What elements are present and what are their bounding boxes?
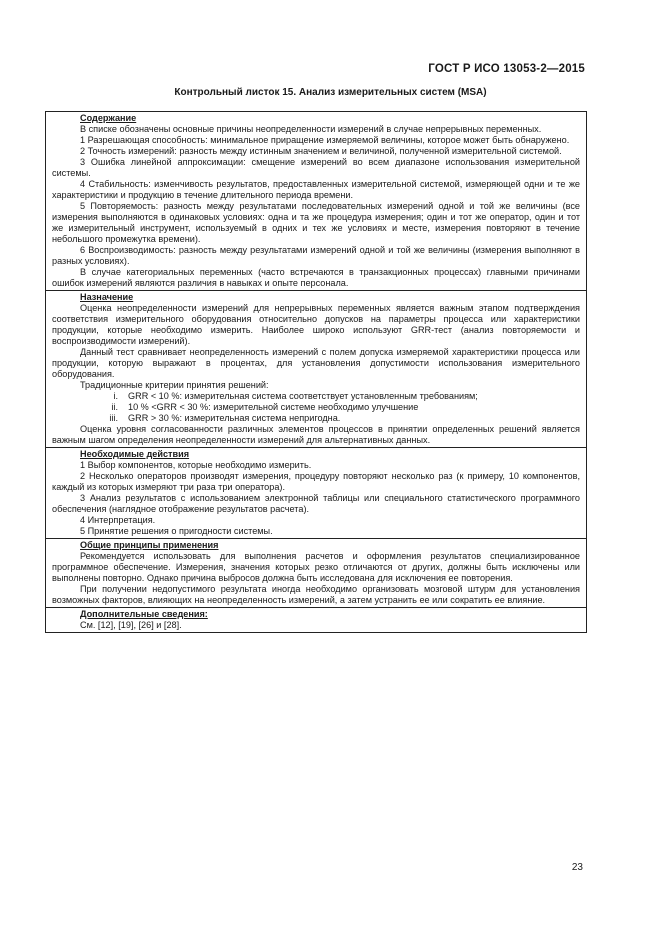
list-item-text: 10 % <GRR < 30 %: измерительной системе необходимо улучшение xyxy=(128,402,419,412)
document-code: ГОСТ Р ИСО 13053-2—2015 xyxy=(428,63,585,75)
paragraph: Оценка неопределенности измерений для непрерывных переменных является важным этапом подтверждения соответствия измерительного оборудования относительно допусков на параметры процесса или характеристики продукции, которые необходимо измерить. Наиболее широко используют GRR-тест (анализ повторяемости и воспроизводимости измерений). xyxy=(52,303,580,346)
list-item-text: GRR > 30 %: измерительная система непригодна. xyxy=(128,413,341,423)
paragraph: 1 Выбор компонентов, которые необходимо измерить. xyxy=(80,460,312,470)
list-item-text: GRR < 10 %: измерительная система соответствует установленным требованиям; xyxy=(128,391,478,401)
section-title: Назначение xyxy=(80,292,134,302)
list-marker: i. xyxy=(113,391,118,401)
section-actions xyxy=(46,447,586,538)
paragraph: Традиционные критерии принятия решений: xyxy=(80,380,269,390)
paragraph: Рекомендуется использовать для выполнения расчетов и оформления результатов специализированное программное обеспечение. Измерения, значения которых резко отличаются от других, должны быть исключены или выполнены повторно. Однако причина выбросов должна быть исследована для исключения ее повторения. xyxy=(52,551,580,583)
paragraph: 4 Интерпретация. xyxy=(80,515,156,525)
list-item xyxy=(98,402,580,413)
list-marker: iii. xyxy=(109,413,118,423)
list-marker: ii. xyxy=(111,402,118,412)
paragraph: 4 Стабильность: изменчивость результатов, предоставленных измерительной системой, измеряющей одни и те же характеристики и продукцию в течение длительного периода времени. xyxy=(52,179,580,200)
paragraph: 1 Разрешающая способность: минимальное приращение измеряемой величины, которое может быть обнаружено. xyxy=(80,135,570,145)
paragraph: В списке обозначены основные причины неопределенности измерений в случае непрерывных переменных. xyxy=(80,124,542,134)
paragraph: Данный тест сравнивает неопределенность измерений с полем допуска измеряемой характеристики процесса или продукции, которую выражают в процентах, для установления допустимости использования измерительного оборудования. xyxy=(52,347,580,379)
paragraph: 5 Повторяемость: разность между результатами последовательных измерений одной и той же величины (все измерения выполняются в одинаковых условиях: одна и та же процедура измерения; один и тот же оператор, один и тот же измерительный инструмент, используемый в одних и тех же условиях и месте, измерения повторяют в течение небольшого промежутка времени). xyxy=(52,201,580,244)
section-content xyxy=(46,112,586,290)
paragraph: 3 Ошибка линейной аппроксимации: смещение измерений во всем диапазоне использования измерительной системы. xyxy=(52,157,580,178)
paragraph: Оценка уровня согласованности различных элементов процессов в принятии определенных решений является важным шагом определения неопределенности измерений для альтернативных данных. xyxy=(52,424,580,445)
section-title: Дополнительные сведения: xyxy=(80,609,208,619)
paragraph: В случае категориальных переменных (часто встречаются в транзакционных процессах) главными причинами ошибок измерений являются различия в навыках и опыте персонала. xyxy=(52,267,580,288)
page-number: 23 xyxy=(571,862,583,873)
section-additional-info xyxy=(46,607,586,632)
paragraph: 3 Анализ результатов с использованием электронной таблицы или специального статистического программного обеспечения (наглядное отображение результатов расчета). xyxy=(52,493,580,514)
section-purpose xyxy=(46,290,586,447)
paragraph: 2 Точность измерений: разность между истинным значением и величиной, полученной измерительной системой. xyxy=(80,146,562,156)
criteria-list xyxy=(52,391,580,424)
section-principles xyxy=(46,538,586,607)
paragraph: При получении недопустимого результата иногда необходимо организовать мозговой штурм для установления возможных факторов, влияющих на неопределенность измерений, а затем устранить ее или сократить ее влияние. xyxy=(52,584,580,605)
section-title: Необходимые действия xyxy=(80,449,190,459)
paragraph: 6 Воспроизводимость: разность между результатами измерений одной и той же величины (измерения выполняют в разных условиях). xyxy=(52,245,580,266)
section-title: Общие принципы применения xyxy=(80,540,219,550)
paragraph: 5 Принятие решения о пригодности системы. xyxy=(80,526,273,536)
checklist-table xyxy=(45,111,587,633)
paragraph: См. [12], [19], [26] и [28]. xyxy=(80,620,182,630)
section-title: Содержание xyxy=(80,113,137,123)
paragraph: 2 Несколько операторов производят измерения, процедуру повторяют несколько раз (к примеру, 10 компонентов, каждый из которых измеряют три раза три оператора). xyxy=(52,471,580,492)
list-item xyxy=(98,413,580,424)
list-item xyxy=(98,391,580,402)
checklist-title: Контрольный листок 15. Анализ измерительных систем (MSA) xyxy=(174,87,487,98)
